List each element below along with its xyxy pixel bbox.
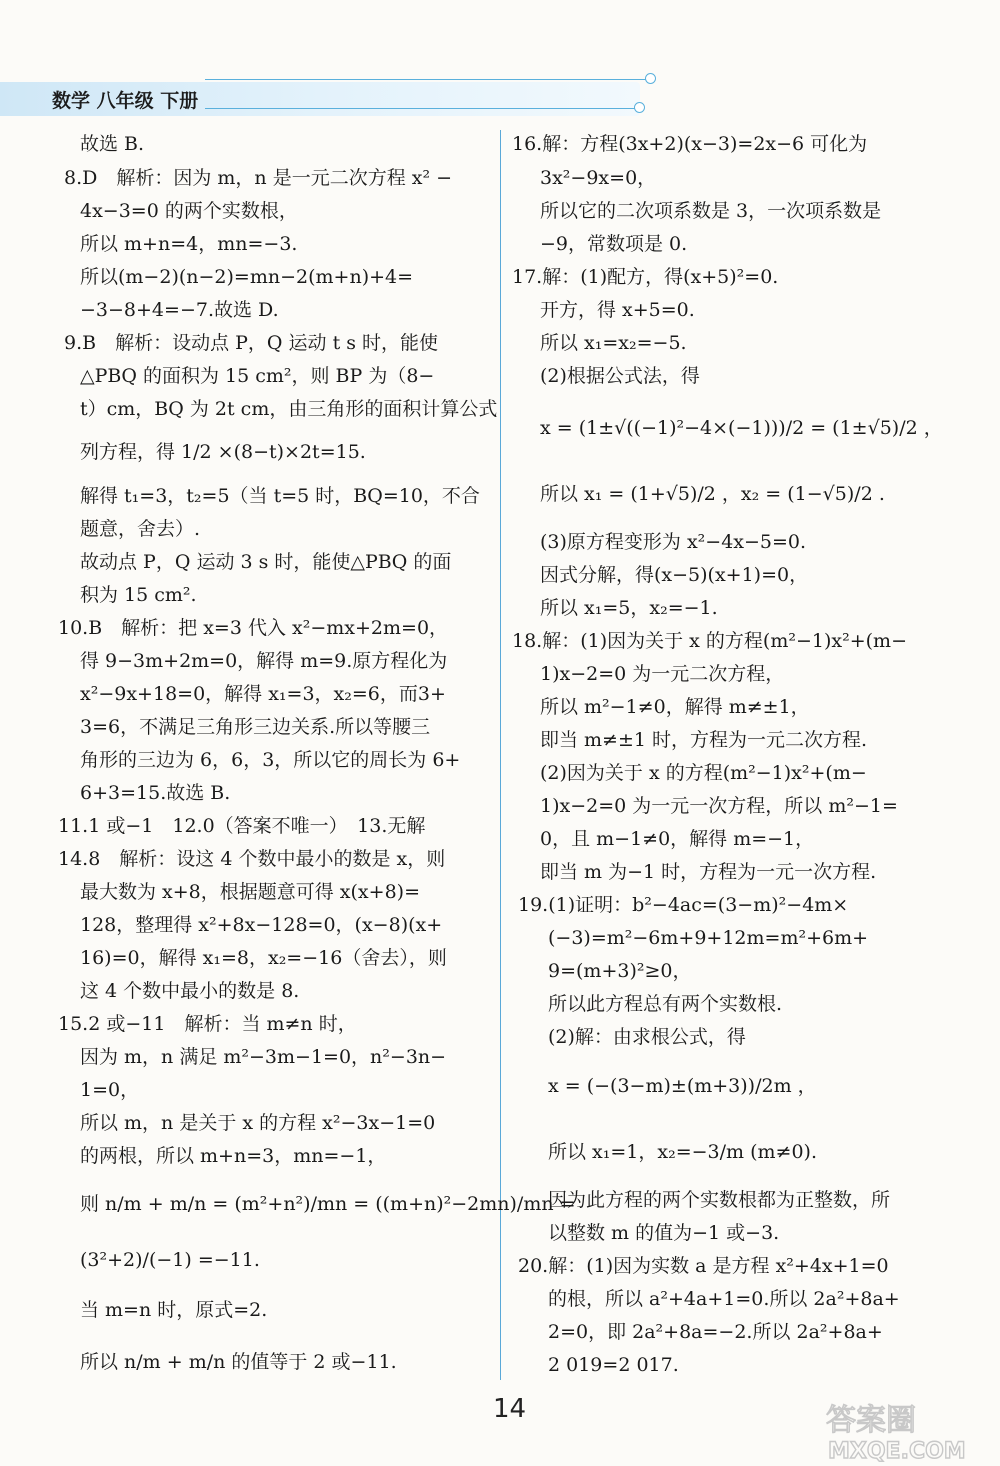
text-line: 所以 x₁ = (1+√5)/2 ，x₂ = (1−√5)/2 . [540,483,885,505]
header-rule-bottom [205,108,635,109]
text-line: (2)因为关于 x 的方程(m²−1)x²+(m− [540,762,867,784]
text-line: 19.(1)证明：b²−4ac=(3−m)²−4m× [518,894,849,916]
text-line: △PBQ 的面积为 15 cm²，则 BP 为（8− [80,365,435,387]
watermark-text-cn: 答案圈 [826,1403,916,1438]
text-line: 所以 x₁=x₂=−5. [540,332,687,354]
text-line: 解得 t₁=3，t₂=5（当 t=5 时，BQ=10，不合 [80,485,480,507]
text-line: 当 m=n 时，原式=2. [80,1299,268,1321]
text-line: 2 019=2 017. [548,1354,679,1376]
page-number: 14 [493,1394,527,1424]
text-line: (3²+2)/(−1) =−11. [80,1249,260,1271]
text-line: 所以此方程总有两个实数根. [548,993,783,1015]
text-line: x = (1±√((−1)²−4×(−1)))/2 = (1±√5)/2 ， [540,417,943,439]
text-line: 故选 B. [80,133,145,155]
text-line: 20.解：(1)因为实数 a 是方程 x²+4x+1=0 [518,1255,889,1277]
text-line: 即当 m 为−1 时，方程为一元一次方程. [540,861,877,883]
text-line: 11.1 或−1 12.0（答案不唯一） 13.无解 [58,815,426,837]
text-line: 1=0， [80,1079,140,1101]
text-line: 2=0，即 2a²+8a=−2.所以 2a²+8a+ [548,1321,883,1343]
text-line: 所以 x₁=5，x₂=−1. [540,597,718,619]
text-line: 6+3=15.故选 B. [80,782,231,804]
text-line: t）cm，BQ 为 2t cm，由三角形的面积计算公式 [80,398,498,420]
text-line: 128，整理得 x²+8x−128=0，(x−8)(x+ [80,914,443,936]
text-line: 的根，所以 a²+4a+1=0.所以 2a²+8a+ [548,1288,900,1310]
text-line: 所以 n/m + m/n 的值等于 2 或−11. [80,1351,397,1373]
text-line: 因为 m，n 满足 m²−3m−1=0，n²−3n− [80,1046,447,1068]
text-line: 3x²−9x=0， [540,167,657,189]
text-line: 所以 m²−1≠0，解得 m≠±1， [540,696,810,718]
text-line: 积为 15 cm². [80,584,197,606]
text-line: x = (−(3−m)±(m+3))/2m ， [548,1075,817,1097]
text-line: 3=6，不满足三角形三边关系.所以等腰三 [80,716,431,738]
text-line: (2)解：由求根公式，得 [548,1026,746,1048]
text-line: 16)=0，解得 x₁=8，x₂=−16（舍去），则 [80,947,447,969]
text-line: 所以它的二次项系数是 3，一次项系数是 [540,200,882,222]
text-line: 4x−3=0 的两个实数根， [80,200,298,222]
text-line: 则 n/m + m/n = (m²+n²)/mn = ((m+n)²−2mn)/mn = [80,1193,576,1215]
watermark-logo [822,1400,992,1462]
text-line: −9，常数项是 0. [540,233,688,255]
text-line: 故动点 P，Q 运动 3 s 时，能使△PBQ 的面 [80,551,452,573]
header-rule-dot-bottom [634,102,645,113]
text-line: 0，且 m−1≠0，解得 m=−1， [540,828,815,850]
text-line: 最大数为 x+8，根据题意可得 x(x+8)= [80,881,420,903]
text-line: 1)x−2=0 为一元一次方程，所以 m²−1= [540,795,898,817]
text-line: 8.D 解析：因为 m，n 是一元二次方程 x² − [64,167,453,189]
text-line: 9=(m+3)²≥0， [548,960,692,982]
text-line: 列方程，得 1/2 ×(8−t)×2t=15. [80,441,366,463]
text-line: 以整数 m 的值为−1 或−3. [548,1222,780,1244]
text-line: 即当 m≠±1 时，方程为一元二次方程. [540,729,868,751]
text-line: (−3)=m²−6m+9+12m=m²+6m+ [548,927,869,949]
text-line: 因式分解，得(x−5)(x+1)=0， [540,564,809,586]
header-rule-dot-top [645,73,656,84]
text-line: 因为此方程的两个实数根都为正整数，所 [548,1189,891,1211]
text-line: 所以 m，n 是关于 x 的方程 x²−3x−1=0 [80,1112,436,1134]
text-line: (3)原方程变形为 x²−4x−5=0. [540,531,807,553]
text-line: 所以(m−2)(n−2)=mn−2(m+n)+4= [80,266,414,288]
text-line: 9.B 解析：设动点 P，Q 运动 t s 时，能使 [64,332,439,354]
text-line: 1)x−2=0 为一元二次方程， [540,663,785,685]
text-line: 14.8 解析：设这 4 个数中最小的数是 x，则 [58,848,446,870]
text-line: 18.解：(1)因为关于 x 的方程(m²−1)x²+(m− [512,630,907,652]
text-line: 10.B 解析：把 x=3 代入 x²−mx+2m=0， [58,617,449,639]
text-line: 15.2 或−11 解析：当 m≠n 时， [58,1013,357,1035]
text-line: 题意，舍去）. [80,518,201,540]
watermark-text-en: MXQE.COM [828,1439,966,1462]
text-line: 所以 m+n=4，mn=−3. [80,233,298,255]
header-rule-top [205,79,647,80]
text-line: −3−8+4=−7.故选 D. [80,299,279,321]
text-line: 角形的三边为 6，6，3，所以它的周长为 6+ [80,749,461,771]
text-line: 16.解：方程(3x+2)(x−3)=2x−6 可化为 [512,133,868,155]
text-line: 17.解：(1)配方，得(x+5)²=0. [512,266,779,288]
text-line: 开方，得 x+5=0. [540,299,695,321]
text-line: 的两根，所以 m+n=3，mn=−1， [80,1145,387,1167]
text-line: 所以 x₁=1，x₂=−3/m (m≠0). [548,1141,817,1163]
text-line: x²−9x+18=0，解得 x₁=3，x₂=6，而3+ [80,683,446,705]
text-line: 这 4 个数中最小的数是 8. [80,980,300,1002]
text-line: 得 9−3m+2m=0，解得 m=9.原方程化为 [80,650,448,672]
page-header-title: 数学 八年级 下册 [52,90,199,112]
text-line: (2)根据公式法，得 [540,365,700,387]
